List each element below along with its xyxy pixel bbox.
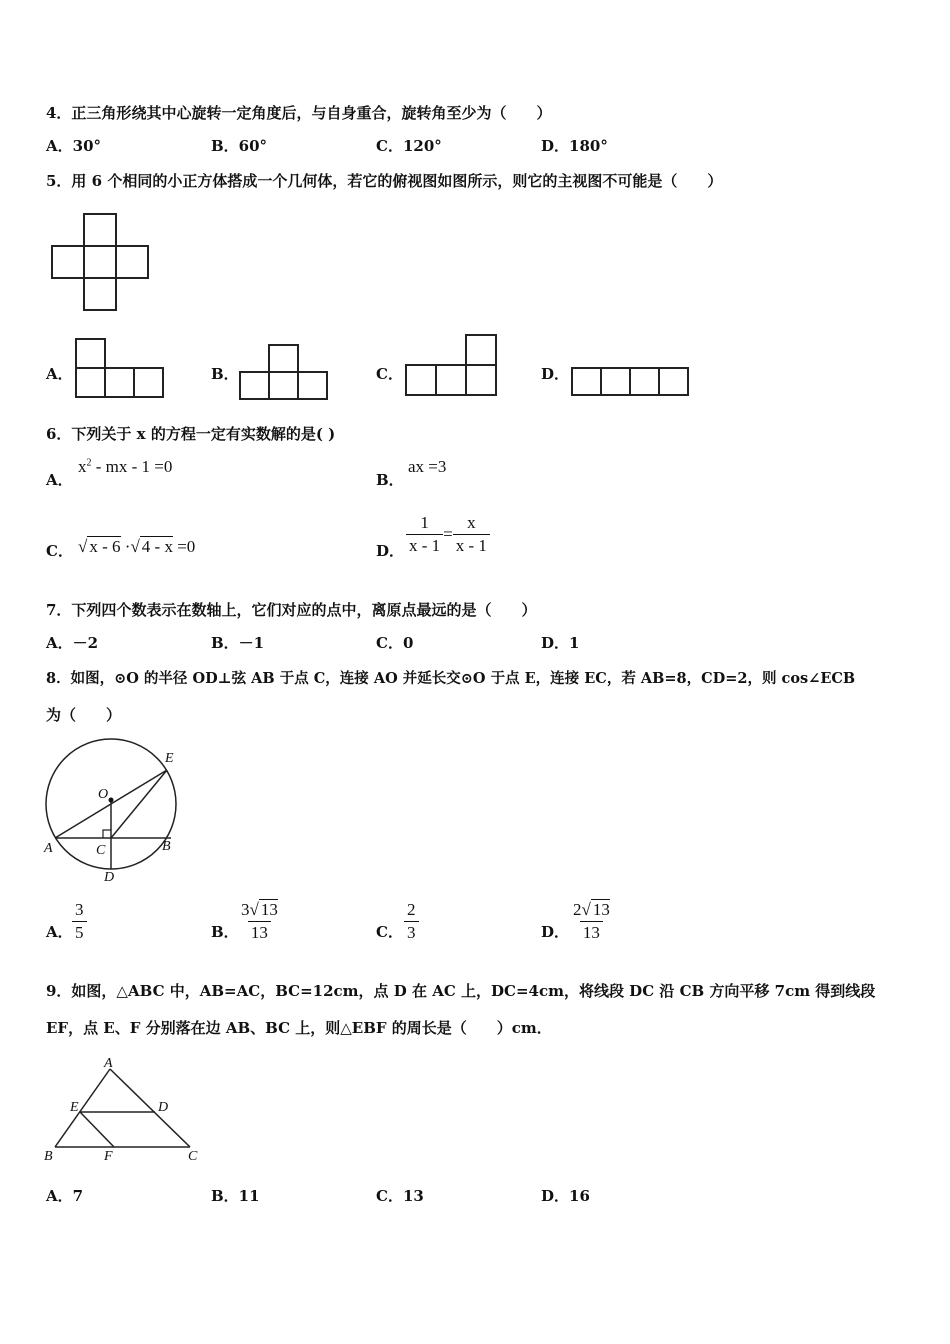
- q4-text: 4．正三角形绕其中心旋转一定角度后，与自身重合，旋转角至少为（ ）: [46, 104, 552, 122]
- q9-fig-label-f: F: [104, 1149, 113, 1164]
- q5-label-c: C．: [376, 365, 403, 383]
- q8-option-a-fraction: $\frac{3}{5}$: [72, 899, 87, 944]
- q5-top-view-figure: [46, 210, 156, 316]
- q8-label-a: A．: [46, 923, 73, 941]
- q9-fig-label-d: D: [158, 1100, 169, 1115]
- q7-option-b: B．－1: [211, 634, 265, 652]
- q9-text-line2: EF，点 E、F 分别落在边 AB、BC 上，则△EBF 的周长是（ ）cm．: [46, 1019, 552, 1037]
- q7-text: 7．下列四个数表示在数轴上，它们对应的点中，离原点最远的是（ ）: [46, 601, 537, 619]
- q9-option-b: B．11: [211, 1187, 260, 1205]
- q7-option-c: C．0: [376, 634, 414, 652]
- q9-triangle-figure: [40, 1055, 205, 1167]
- q8-fig-label-a: A: [44, 841, 53, 856]
- q5-option-c-figure: [404, 333, 500, 399]
- q8-label-d: D．: [541, 923, 570, 941]
- q9-fig-label-e: E: [70, 1100, 79, 1115]
- q8-label-c: C．: [376, 923, 403, 941]
- q5-option-b-figure: [238, 343, 330, 401]
- q6-label-b: B．: [376, 471, 404, 489]
- q5-option-a-figure: [74, 337, 166, 401]
- q6-option-c-equation: √ x - 6 ·√ 4 - x =0: [78, 537, 196, 556]
- q9-fig-label-b: B: [44, 1149, 53, 1164]
- q7-option-d: D．1: [541, 634, 580, 652]
- q8-option-c-fraction: $\frac{2}{3}$: [404, 899, 419, 944]
- q9-option-d: D．16: [541, 1187, 590, 1205]
- q4-option-b: B．60°: [211, 137, 268, 155]
- q4-option-a: A．30°: [46, 137, 102, 155]
- q8-text-line1: 8．如图，⊙O 的半径 OD⊥弦 AB 于点 C，连接 AO 并延长交⊙O 于点 E，连接 EC，若 AB=8，CD=2，则 cos∠ECB: [46, 670, 856, 687]
- q8-fig-label-d: D: [104, 870, 115, 885]
- q5-label-a: A．: [46, 365, 73, 383]
- q8-fig-label-b: B: [162, 839, 171, 854]
- q7-option-a: A．－2: [46, 634, 99, 652]
- q9-fig-label-a: A: [104, 1056, 113, 1071]
- q9-fig-label-c: C: [188, 1149, 198, 1164]
- q5-label-d: D．: [541, 365, 570, 383]
- q6-label-d: D．: [376, 542, 405, 560]
- q6-option-a-equation: $x^2$ - mx - 1 =0: [78, 457, 173, 476]
- q8-option-b-fraction: $\frac{3√ 13}{13}$: [241, 900, 278, 942]
- q8-option-d-fraction: $\frac{2√ 13}{13}$: [573, 900, 610, 942]
- q8-fig-label-c: C: [96, 843, 106, 858]
- q6-label-a: A．: [46, 471, 73, 489]
- q9-option-a: A．7: [46, 1187, 84, 1205]
- q4-option-c: C．120°: [376, 137, 442, 155]
- q5-label-b: B．: [211, 365, 239, 383]
- q6-option-d-equation: $\frac{1}{x - 1}$ = $\frac{x}{x - 1}$: [406, 512, 490, 557]
- q6-label-c: C．: [46, 542, 73, 560]
- q8-fig-label-e: E: [165, 751, 174, 766]
- q8-text-line2: 为（ ）: [46, 706, 122, 724]
- q6-text: 6．下列关于 x 的方程一定有实数解的是( ): [46, 425, 336, 443]
- q6-option-b-equation: ax =3: [408, 457, 447, 476]
- q8-label-b: B．: [211, 923, 239, 941]
- q8-circle-figure: [40, 738, 185, 883]
- q8-fig-label-o: O: [98, 787, 109, 802]
- q5-text: 5．用 6 个相同的小正方体搭成一个几何体，若它的俯视图如图所示，则它的主视图不可能是（ ）: [46, 172, 723, 190]
- q9-option-c: C．13: [376, 1187, 424, 1205]
- q9-text-line1: 9．如图，△ABC 中，AB=AC，BC=12cm，点 D 在 AC 上，DC=4cm，将线段 DC 沿 CB 方向平移 7cm 得到线段: [46, 982, 876, 1000]
- q4-option-d: D．180°: [541, 137, 608, 155]
- q5-option-d-figure: [570, 366, 692, 398]
